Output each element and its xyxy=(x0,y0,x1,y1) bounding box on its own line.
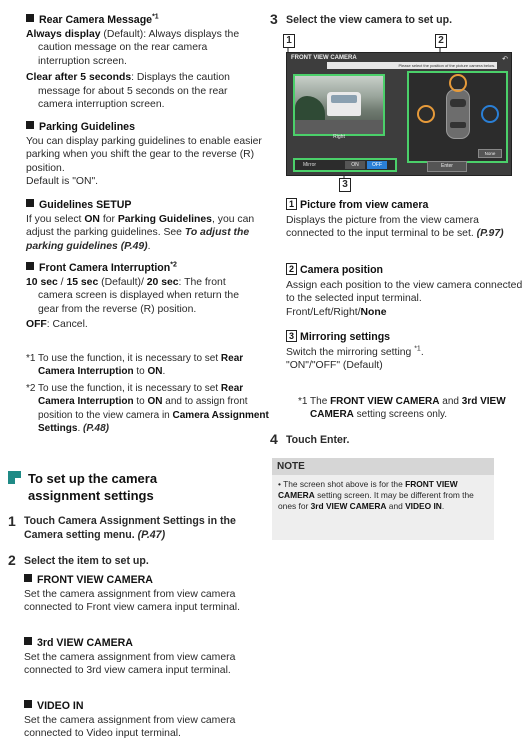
item-front-view-camera xyxy=(24,574,256,615)
item-text: Set the camera assignment from view camera connected to Video input terminal. xyxy=(24,715,236,740)
rear-camera-message-section xyxy=(26,14,262,111)
desc-title: Mirroring settings xyxy=(300,331,391,343)
adjust-guidelines-link[interactable]: To adjust the parking guidelines (P.49) xyxy=(26,227,250,252)
mirror-setting xyxy=(293,158,397,172)
step-4 xyxy=(270,432,527,448)
desc-text: Assign each position to the view camera connected to the selected input terminal. xyxy=(286,280,523,305)
mirror-off-button[interactable]: OFF xyxy=(367,161,387,169)
desc-mirroring xyxy=(286,330,524,373)
rear-camera-interruption-label: Rear Camera Interruption xyxy=(38,353,244,378)
right-position-button[interactable] xyxy=(481,105,499,123)
3rd-view-camera-label: 3rd VIEW CAMERA xyxy=(310,396,506,421)
parking-guidelines-default: Default is "ON". xyxy=(26,176,99,188)
on-label: ON xyxy=(84,214,100,225)
square-bullet-icon xyxy=(26,14,34,22)
front-camera-interruption-heading: Front Camera Interruption xyxy=(39,262,171,274)
text-run: to xyxy=(133,396,148,408)
always-display-label: Always display xyxy=(26,29,101,40)
text-run: . xyxy=(77,423,84,435)
page-ref-link[interactable]: (P.48) xyxy=(83,423,109,435)
step-text: Select the item to set up. xyxy=(24,555,149,567)
rear-camera-message-heading: Rear Camera Message xyxy=(39,14,153,26)
front-view-camera-label: FRONT VIEW CAMERA xyxy=(278,479,458,501)
back-icon[interactable]: ↶ xyxy=(502,56,508,63)
section-title-text: To set up the camera assignment settings xyxy=(28,471,158,503)
text-run: to xyxy=(133,366,148,378)
footnote-2 xyxy=(26,382,274,436)
front-camera-interruption-section xyxy=(26,262,262,332)
desc-position xyxy=(286,263,524,319)
none-option: None xyxy=(360,306,387,318)
car-icon xyxy=(446,89,470,139)
note-heading: NOTE xyxy=(272,458,494,475)
option-20sec: 20 sec xyxy=(146,277,179,288)
section-title xyxy=(8,470,262,504)
page-ref-link[interactable]: (P.97) xyxy=(476,228,504,240)
footnote-mark: *1 xyxy=(298,396,308,407)
text-run: in the Camera setting menu. xyxy=(24,515,236,541)
callout-number: 3 xyxy=(286,330,297,342)
mirror-on-button[interactable]: ON xyxy=(345,161,365,169)
camera-assignment-label: Camera Assignment Settings xyxy=(57,515,205,527)
separator: / xyxy=(57,277,67,288)
item-heading: 3rd VIEW CAMERA xyxy=(37,637,133,649)
desc-title: Picture from view camera xyxy=(300,199,429,211)
screen-title: FRONT VIEW CAMERA xyxy=(291,55,357,61)
page-ref-link[interactable]: (P.47) xyxy=(137,529,166,541)
option-15sec: 15 sec xyxy=(66,277,99,288)
text-run: for xyxy=(99,214,118,225)
callout-1: 1 xyxy=(283,34,295,48)
text-run: and to assign front position to the view camera in xyxy=(38,396,248,421)
desc-title: Camera position xyxy=(300,264,384,276)
text-run: . xyxy=(346,434,350,446)
always-display-text: (Default): Always displays the caution message on the rear camera interruption screen. xyxy=(38,29,240,67)
item-3rd-view-camera xyxy=(24,637,256,678)
step-number: 2 xyxy=(8,552,16,568)
callout-number: 1 xyxy=(286,198,297,210)
step-number: 3 xyxy=(270,11,278,27)
step-text: Select the view camera to set up. xyxy=(286,14,453,26)
step-number: 1 xyxy=(8,513,16,529)
camera-picture xyxy=(293,74,385,136)
item-text: Set the camera assignment from view camera connected to 3rd view camera input terminal. xyxy=(24,652,236,677)
rear-camera-interruption-label: Rear Camera Interruption xyxy=(38,383,244,408)
text-run: . xyxy=(420,347,424,358)
item-text: Set the camera assignment from view camera connected to Front view camera input terminal. xyxy=(24,589,240,614)
camera-settings-screen xyxy=(286,52,512,176)
square-bullet-icon xyxy=(26,121,34,129)
callout-3: 3 xyxy=(339,178,351,192)
footnote-mark: *1 xyxy=(26,353,36,364)
front-view-camera-label: FRONT VIEW CAMERA xyxy=(330,396,440,407)
callout-number: 2 xyxy=(286,263,297,275)
step-1 xyxy=(8,514,262,542)
item-heading: VIDEO IN xyxy=(37,700,84,712)
left-position-button[interactable] xyxy=(417,105,435,123)
parking-guidelines-section xyxy=(26,121,262,189)
clear-after-text: : Displays the caution message for about 5 seconds on the rear camera interruption screen. xyxy=(38,72,230,111)
off-option xyxy=(26,318,262,331)
desc-text: Displays the picture from the view camera connected to the input terminal to be set. xyxy=(286,215,479,240)
footnote-mark: *1 xyxy=(152,13,159,21)
footnote-right xyxy=(298,395,527,422)
text-run: , you can adjust the parking guidelines. See xyxy=(26,214,255,239)
note-box xyxy=(272,458,494,540)
3rd-view-camera-label: 3rd VIEW CAMERA xyxy=(310,501,387,512)
step-2 xyxy=(8,553,262,569)
interruption-options xyxy=(26,276,262,316)
on-label: ON xyxy=(147,366,163,378)
text-run: Touch xyxy=(286,434,320,446)
text-run: The xyxy=(307,396,331,407)
off-label: OFF xyxy=(26,319,47,331)
parking-guidelines-heading: Parking Guidelines xyxy=(39,121,135,133)
footnote-mark: *2 xyxy=(170,261,177,269)
step-number: 4 xyxy=(270,431,278,447)
parking-guidelines-text: You can display parking guidelines to enable easier parking when you shift the gear to the reverse (R) position. xyxy=(26,136,262,174)
text-run: . xyxy=(441,501,445,512)
item-heading: FRONT VIEW CAMERA xyxy=(37,574,153,586)
note-text xyxy=(272,475,494,517)
camera-position-panel xyxy=(407,71,508,163)
text-run: To use the function, it is necessary to set xyxy=(35,353,221,364)
camera-assignment-label: Camera Assignment Settings xyxy=(38,409,269,435)
square-bullet-icon xyxy=(26,199,34,207)
text-run: . xyxy=(162,366,166,378)
text-run: and xyxy=(439,396,462,407)
square-bullet-icon xyxy=(24,574,32,582)
on-label: ON xyxy=(147,396,163,408)
option-10sec: 10 sec xyxy=(26,277,58,288)
guidelines-setup-heading: Guidelines SETUP xyxy=(39,199,132,211)
enter-button[interactable]: Enter xyxy=(427,161,467,172)
section-marker-icon xyxy=(8,471,21,484)
text-run: : The front camera screen is displayed when return the gear from the reverse (R) position. xyxy=(38,277,239,315)
footnote-mark: *1 xyxy=(414,345,421,353)
text-run: (Default)/ xyxy=(98,277,147,288)
screen-subtitle: Please select the position of the picture camera below. xyxy=(327,62,497,69)
text-run: To use the function, it is necessary to set xyxy=(35,383,221,394)
picture-position-label: Right xyxy=(333,134,345,140)
clear-after-option xyxy=(26,71,262,111)
mirror-options: "ON"/"OFF" (Default) xyxy=(286,360,383,372)
footnote-1 xyxy=(26,352,274,379)
text-run: . xyxy=(147,240,151,252)
text-run: and xyxy=(386,501,406,512)
position-options: Front/Left/Right/ xyxy=(286,306,361,318)
desc-picture xyxy=(286,198,524,241)
front-position-button[interactable] xyxy=(449,74,467,92)
guidelines-setup-text xyxy=(26,213,262,253)
desc-text: Switch the mirroring setting xyxy=(286,347,415,358)
clear-after-label: Clear after 5 seconds xyxy=(26,72,132,84)
square-bullet-icon xyxy=(24,700,32,708)
square-bullet-icon xyxy=(26,262,34,270)
guidelines-setup-section xyxy=(26,199,262,253)
text-run: Touch xyxy=(24,515,58,527)
video-in-label: VIDEO IN xyxy=(405,501,442,512)
off-text: : Cancel. xyxy=(46,319,88,331)
text-run: • The screen shot above is for the xyxy=(278,479,406,489)
square-bullet-icon xyxy=(24,637,32,645)
always-display-option xyxy=(26,28,262,68)
text-run: setting screen. It may be different from the ones for xyxy=(278,490,474,512)
parking-guidelines-label: Parking Guidelines xyxy=(117,214,212,225)
callout-2: 2 xyxy=(435,34,447,48)
mirror-label: Mirror xyxy=(303,162,317,168)
none-button[interactable]: None xyxy=(478,149,502,158)
enter-label: Enter xyxy=(319,434,347,446)
item-video-in xyxy=(24,700,256,741)
text-run: If you select xyxy=(26,214,85,225)
footnote-mark: *2 xyxy=(26,383,36,394)
text-run: setting screens only. xyxy=(353,409,448,421)
